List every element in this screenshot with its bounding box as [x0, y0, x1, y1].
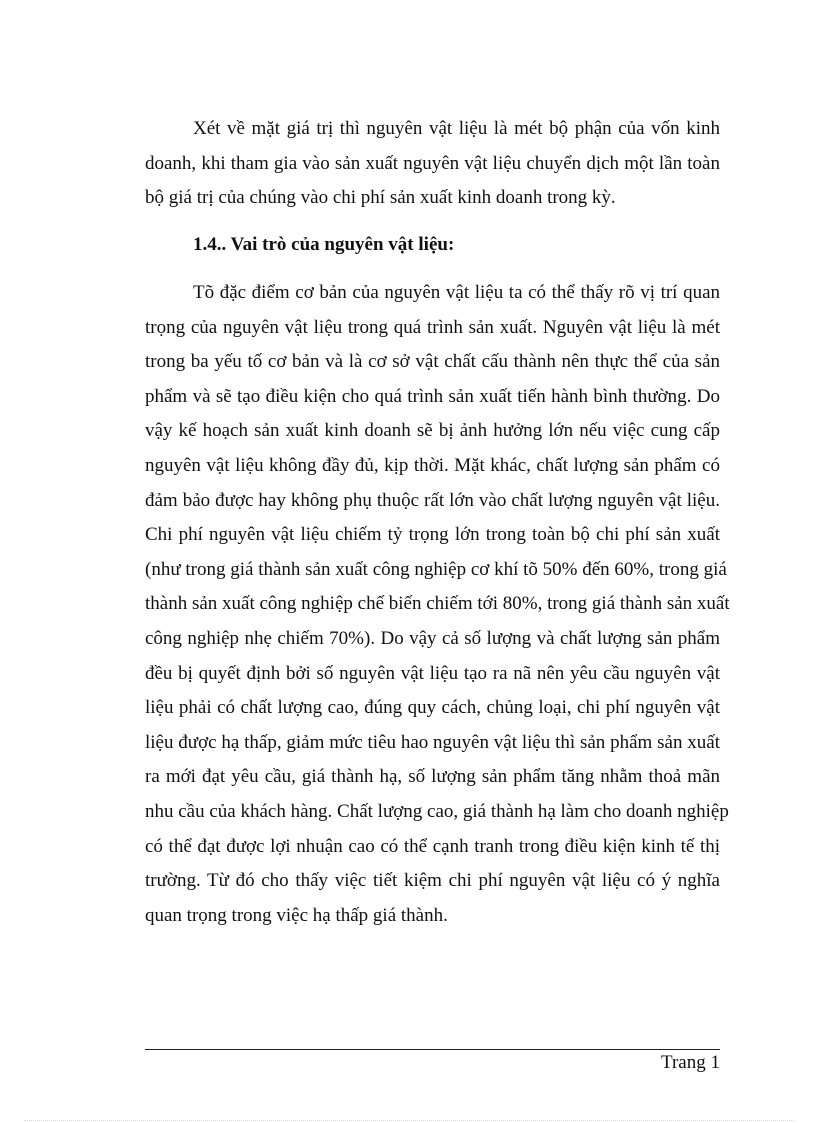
paragraph-line: trong ba yếu tố cơ bản và là cơ sở vật chất cấu thành nên thực thể của sản [145, 351, 720, 373]
paragraph-line: Xét về mặt giá trị thì nguyên vật liệu là mét bộ phận của vốn kinh [193, 118, 720, 139]
paragraph-line: liệu được hạ thấp, giảm mức tiêu hao nguyên vật liệu thì sản phẩm sản xuất [145, 731, 720, 753]
paragraph-line: bộ giá trị của chúng vào chi phí sản xuất kinh doanh trong kỳ. [145, 187, 616, 209]
paragraph-line: thành sản xuất công nghiệp chế biến chiếm tới 80%, trong giá thành sản xuất [145, 593, 730, 615]
paragraph-line: công nghiệp nhẹ chiếm 70%). Do vậy cả số lượng và chất lượng sản phẩm [145, 627, 720, 649]
section-heading: 1.4.. Vai trò của nguyên vật liệu: [193, 234, 455, 255]
paragraph-line: vậy kế hoạch sản xuất kinh doanh sẽ bị ảnh hưởng lớn nếu việc cung cấp [145, 420, 720, 442]
paragraph-material-value [145, 112, 720, 216]
paragraph-line: Tõ đặc điểm cơ bản của nguyên vật liệu ta có thể thấy rõ vị trí quan [193, 282, 720, 303]
paragraph-line: đảm bảo được hay không phụ thuộc rất lớn vào chất lượng nguyên vật liệu. [145, 489, 720, 511]
paragraph-line: Chi phí nguyên vật liệu chiếm tỷ trọng lớn trong toàn bộ chi phí sản xuất [145, 524, 720, 546]
paragraph-line: đều bị quyết định bởi số nguyên vật liệu tạo ra nã nên yêu cầu nguyên vật [145, 662, 720, 684]
paragraph-material-role [145, 276, 730, 933]
paragraph-line: ra mới đạt yêu cầu, giá thành hạ, số lượng sản phẩm tăng nhằm thoả mãn [145, 766, 720, 788]
paragraph-line: (như trong giá thành sản xuất công nghiệp cơ khí tõ 50% đến 60%, trong giá [145, 558, 727, 580]
paragraph-line: trường. Từ đó cho thấy việc tiết kiệm chi phí nguyên vật liệu có ý nghĩa [145, 870, 720, 892]
paragraph-line: có thể đạt được lợi nhuận cao có thể cạnh tranh trong điều kiện kinh tế thị [145, 835, 720, 857]
paragraph-line: phẩm và sẽ tạo điều kiện cho quá trình sản xuất tiến hành bình thường. Do [145, 385, 720, 407]
paragraph-line: doanh, khi tham gia vào sản xuất nguyên vật liệu chuyển dịch một lần toàn [145, 152, 720, 174]
paragraph-line: nhu cầu của khách hàng. Chất lượng cao, giá thành hạ làm cho doanh nghiệp [145, 800, 729, 822]
footer-divider [145, 1049, 720, 1050]
paragraph-line: quan trọng trong việc hạ thấp giá thành. [145, 904, 448, 926]
page-number: Trang 1 [661, 1052, 720, 1073]
paragraph-line: liệu phải có chất lượng cao, đúng quy cách, chủng loại, chi phí nguyên vật [145, 697, 720, 719]
paragraph-line: nguyên vật liệu không đầy đủ, kịp thời. Mặt khác, chất lượng sản phẩm có [145, 454, 720, 476]
page-bottom-edge [24, 1120, 794, 1121]
paragraph-line: trọng của nguyên vật liệu trong quá trình sản xuất. Nguyên vật liệu là mét [145, 316, 720, 338]
